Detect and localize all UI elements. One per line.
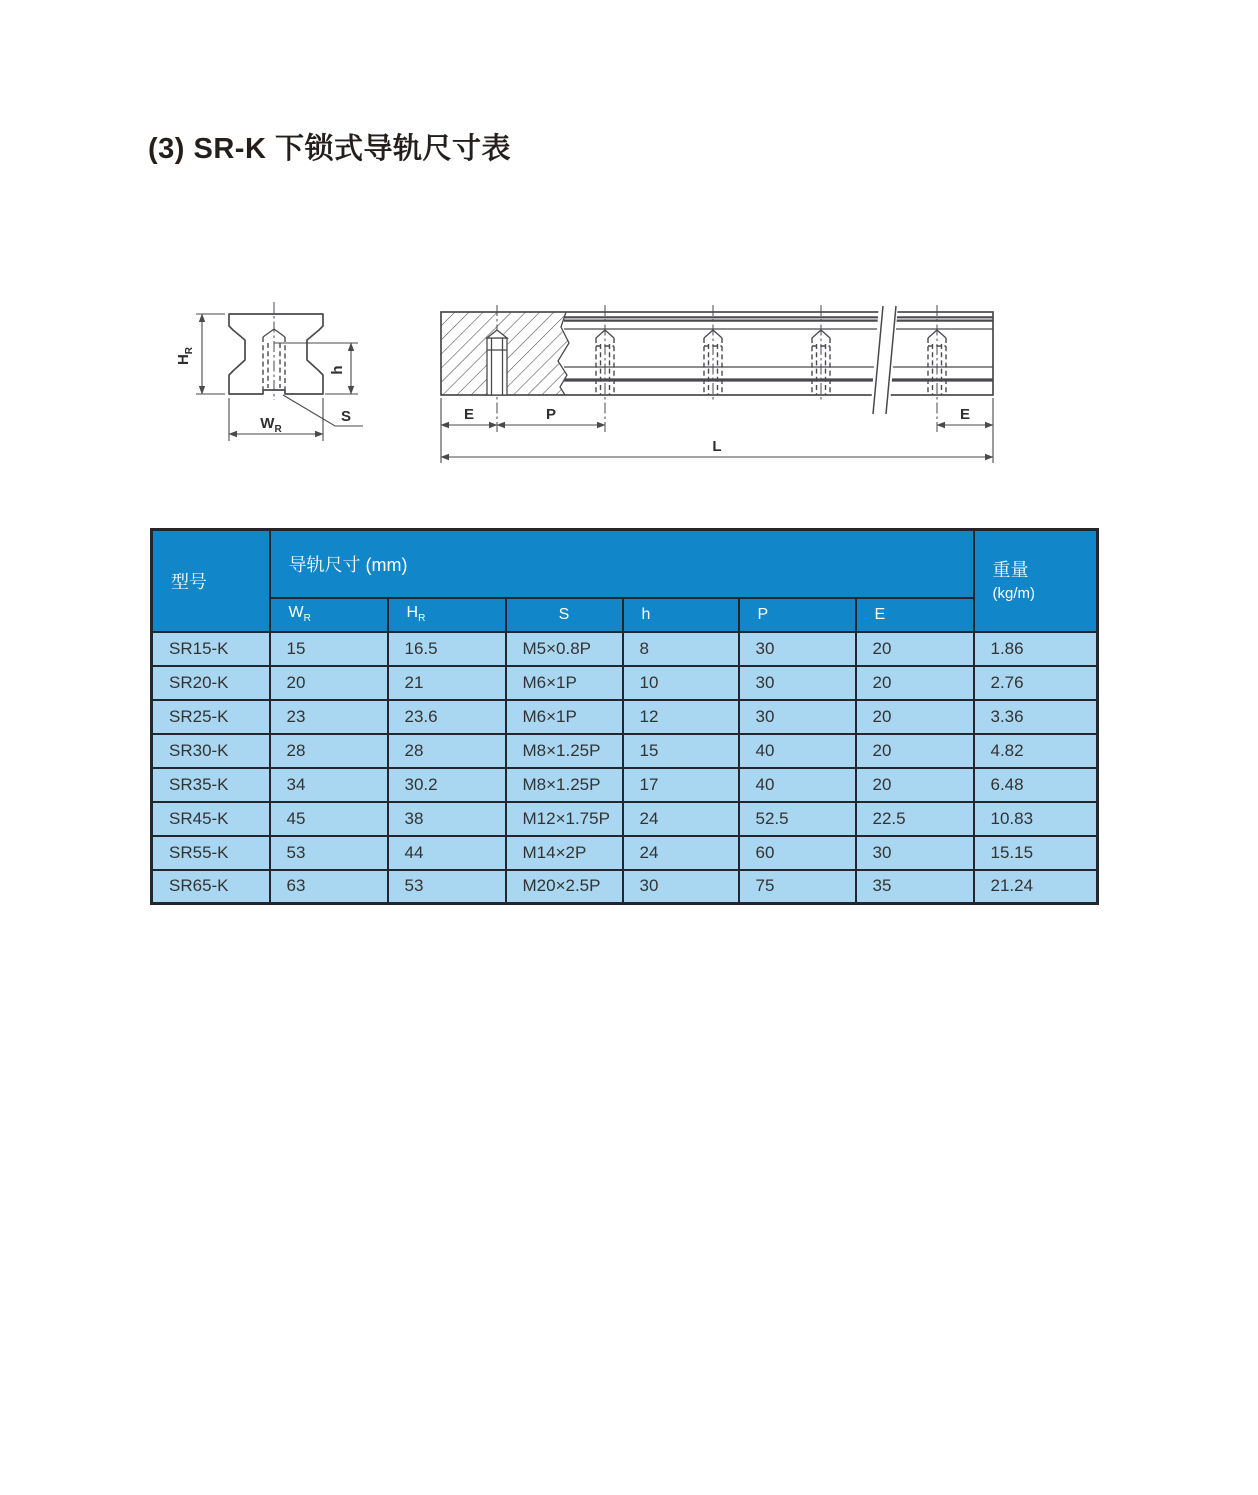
cell-p: 30 [739,666,856,700]
cell-weight: 6.48 [974,768,1098,802]
col-header-h: h [623,598,739,632]
cell-p: 40 [739,768,856,802]
cell-wr: 23 [270,700,388,734]
mounting-hole-last [928,305,946,432]
cell-h: 17 [623,768,739,802]
mounting-holes [596,305,830,432]
cell-model: SR65-K [152,870,270,904]
col-header-dims: 导轨尺寸 (mm) [270,530,974,598]
cell-wr: 28 [270,734,388,768]
table-row [152,666,1098,700]
cell-h: 24 [623,836,739,870]
cell-hr: 21 [388,666,506,700]
table-row [152,734,1098,768]
cell-wr: 45 [270,802,388,836]
cell-hr: 38 [388,802,506,836]
cell-h: 15 [623,734,739,768]
cell-hr: 28 [388,734,506,768]
label-hr: $H_R$ [175,346,195,366]
cell-h: 12 [623,700,739,734]
cell-h: 30 [623,870,739,904]
page-title: (3) SR-K 下锁式导轨尺寸表 [148,133,511,165]
cell-h: 10 [623,666,739,700]
cell-model: SR30-K [152,734,270,768]
rail-cross-section-diagram [150,280,430,480]
cell-p: 30 [739,632,856,666]
label-l: L [712,438,722,455]
cell-p: 52.5 [739,802,856,836]
cell-weight: 3.36 [974,700,1098,734]
header-row-2 [152,598,1098,632]
label-e-right: E [959,406,971,423]
cell-p: 75 [739,870,856,904]
cell-wr: 15 [270,632,388,666]
table-row [152,700,1098,734]
col-header-p: P [739,598,856,632]
col-header-weight [974,530,1098,632]
cell-h: 24 [623,802,739,836]
table-row [152,836,1098,870]
threaded-hole [263,302,285,400]
dim-wr [229,398,323,441]
cell-weight: 10.83 [974,802,1098,836]
cell-s: M14×2P [506,836,623,870]
cell-p: 30 [739,700,856,734]
cell-e: 22.5 [856,802,974,836]
col-header-e: E [856,598,974,632]
cell-s: M8×1.25P [506,734,623,768]
rail-dimension-table [150,528,1099,905]
cell-p: 60 [739,836,856,870]
cell-hr: 23.6 [388,700,506,734]
label-s: S [340,408,352,425]
cell-s: M20×2.5P [506,870,623,904]
label-e-left: E [463,406,475,423]
cell-weight: 21.24 [974,870,1098,904]
dim-e-p-l [441,398,993,463]
weight-label: 重量 [992,559,1029,580]
table-row [152,632,1098,666]
weight-unit: (kg/m) [992,584,1035,602]
cell-model: SR55-K [152,836,270,870]
cell-e: 20 [856,734,974,768]
dim-hr [175,314,225,394]
cell-wr: 53 [270,836,388,870]
cell-wr: 20 [270,666,388,700]
rail-side-view-diagram [430,280,1010,480]
cell-weight: 1.86 [974,632,1098,666]
rail-profile [229,314,323,394]
cell-h: 8 [623,632,739,666]
cell-wr: 63 [270,870,388,904]
cell-s: M8×1.25P [506,768,623,802]
cell-p: 40 [739,734,856,768]
cell-hr: 16.5 [388,632,506,666]
cell-e: 20 [856,700,974,734]
cell-hr: 53 [388,870,506,904]
header-row-1 [152,530,1098,598]
cell-s: M5×0.8P [506,632,623,666]
cell-model: SR45-K [152,802,270,836]
table-row [152,768,1098,802]
col-header-hr: $H_R$ [388,598,506,632]
cell-s: M6×1P [506,666,623,700]
col-header-model: 型号 [152,530,270,632]
col-header-wr: $W_R$ [270,598,388,632]
cell-hr: 30.2 [388,768,506,802]
cell-model: SR15-K [152,632,270,666]
cell-e: 30 [856,836,974,870]
cell-weight: 2.76 [974,666,1098,700]
cell-hr: 44 [388,836,506,870]
cell-model: SR25-K [152,700,270,734]
cell-model: SR35-K [152,768,270,802]
cell-e: 20 [856,768,974,802]
cell-e: 20 [856,666,974,700]
col-header-s: S [506,598,623,632]
cell-s: M6×1P [506,700,623,734]
cell-wr: 34 [270,768,388,802]
table-row [152,870,1098,904]
cell-e: 35 [856,870,974,904]
label-wr: $W_R$ [260,415,282,435]
cell-weight: 4.82 [974,734,1098,768]
table-row [152,802,1098,836]
cell-e: 20 [856,632,974,666]
label-p: P [545,406,557,423]
cell-s: M12×1.75P [506,802,623,836]
cell-weight: 15.15 [974,836,1098,870]
cell-model: SR20-K [152,666,270,700]
label-h: h [329,365,346,375]
